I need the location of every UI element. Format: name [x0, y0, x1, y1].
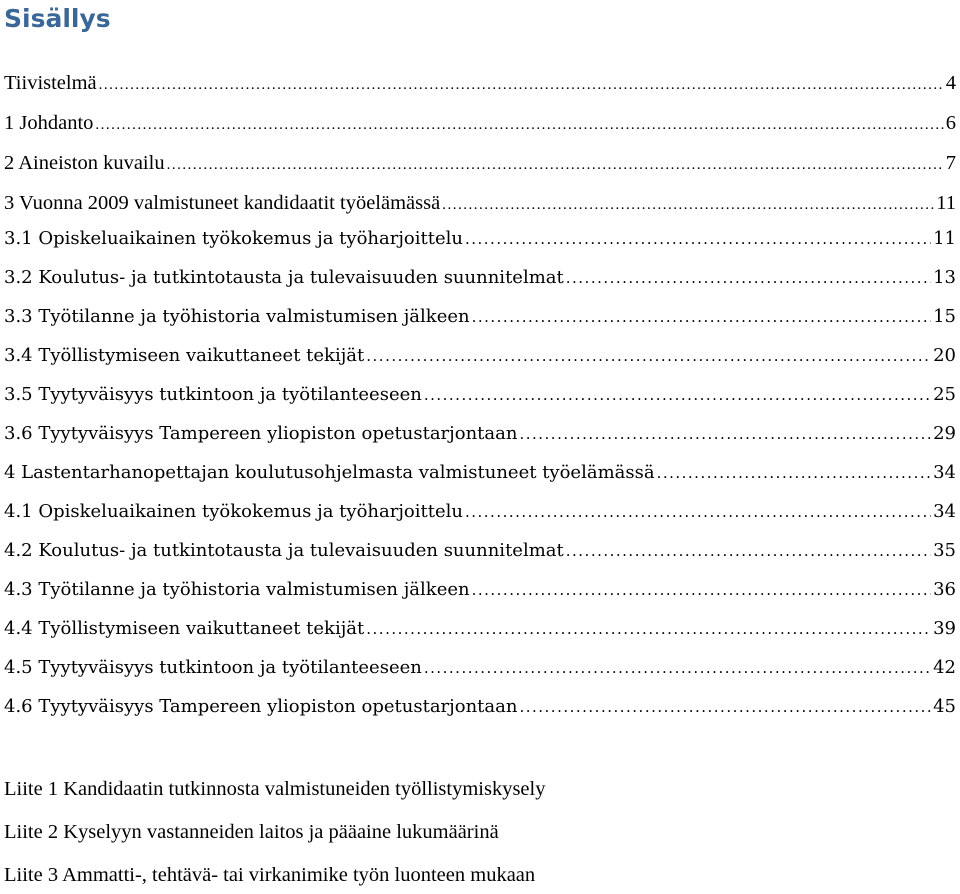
toc-entry[interactable]: [4, 298, 956, 336]
toc-entry-page: 20: [933, 345, 956, 366]
toc-entry[interactable]: [4, 64, 956, 102]
toc-entry[interactable]: [4, 259, 956, 297]
toc-entry-label: 1 Johdanto: [4, 112, 94, 134]
dot-leader: [424, 376, 931, 414]
dot-leader: [366, 337, 931, 375]
toc-entry[interactable]: [4, 337, 956, 375]
toc-entry-label: 4.1 Opiskeluaikainen työkokemus ja työharjoittelu: [4, 501, 463, 522]
appendix-item[interactable]: Liite 3 Ammatti-, tehtävä- tai virkanimike työn luonteen mukaan: [4, 864, 536, 886]
toc-entry[interactable]: [4, 454, 956, 492]
toc-entry-label: 3.4 Työllistymiseen vaikuttaneet tekijät: [4, 345, 365, 366]
toc-entry-page: 42: [933, 657, 956, 678]
toc-entry-page: 36: [933, 579, 956, 600]
toc-entry-page: 11: [933, 228, 956, 249]
toc-entry-page: 7: [945, 152, 956, 174]
dot-leader: [465, 220, 931, 258]
toc-entry[interactable]: [4, 532, 956, 570]
dot-leader: [167, 146, 944, 184]
toc-entry[interactable]: [4, 184, 956, 222]
toc-entry-label: 3 Vuonna 2009 valmistuneet kandidaatit työelämässä: [4, 192, 441, 214]
toc-entry[interactable]: [4, 493, 956, 531]
dot-leader: [472, 571, 932, 609]
toc-entry-page: 13: [933, 267, 956, 288]
toc-entry-label: 2 Aineiston kuvailu: [4, 152, 165, 174]
dot-leader: [99, 66, 944, 104]
toc-entry-label: 4 Lastentarhanopettajan koulutusohjelmasta valmistuneet työelämässä: [4, 462, 655, 483]
toc-entry-page: 39: [933, 618, 956, 639]
page-title: Sisällys: [4, 4, 111, 33]
toc-entry-label: 4.5 Tyytyväisyys tutkintoon ja työtilanteeseen: [4, 657, 422, 678]
toc-entry[interactable]: [4, 571, 956, 609]
toc-entry-page: 34: [933, 462, 956, 483]
toc-entry-page: 15: [933, 306, 956, 327]
toc-entry[interactable]: [4, 220, 956, 258]
dot-leader: [424, 649, 931, 687]
toc-entry-label: 3.2 Koulutus- ja tutkintotausta ja tulevaisuuden suunnitelmat: [4, 267, 564, 288]
toc-entry[interactable]: [4, 415, 956, 453]
toc-entry-label: 4.2 Koulutus- ja tutkintotausta ja tulevaisuuden suunnitelmat: [4, 540, 564, 561]
dot-leader: [519, 688, 931, 726]
dot-leader: [472, 298, 932, 336]
dot-leader: [465, 493, 931, 531]
toc-entry-page: 29: [933, 423, 956, 444]
toc-entry-label: 3.5 Tyytyväisyys tutkintoon ja työtilanteeseen: [4, 384, 422, 405]
toc-entry-label: Tiivistelmä: [4, 72, 97, 94]
toc-entry-page: 34: [933, 501, 956, 522]
toc-entry-page: 6: [945, 112, 956, 134]
toc-entry-page: 4: [945, 72, 956, 94]
toc-entry-label: 3.1 Opiskeluaikainen työkokemus ja työharjoittelu: [4, 228, 463, 249]
toc-entry[interactable]: [4, 376, 956, 414]
dot-leader: [95, 106, 943, 144]
dot-leader: [566, 259, 931, 297]
toc-entry-label: 4.6 Tyytyväisyys Tampereen yliopiston opetustarjontaan: [4, 696, 518, 717]
toc-entry[interactable]: [4, 649, 956, 687]
toc-entry[interactable]: [4, 610, 956, 648]
dot-leader: [566, 532, 931, 570]
toc-entry-label: 3.6 Tyytyväisyys Tampereen yliopiston opetustarjontaan: [4, 423, 518, 444]
toc-entry[interactable]: [4, 104, 956, 142]
toc-entry[interactable]: [4, 144, 956, 182]
toc-entry-label: 4.4 Työllistymiseen vaikuttaneet tekijät: [4, 618, 365, 639]
toc-entry[interactable]: [4, 688, 956, 726]
dot-leader: [366, 610, 931, 648]
toc-entry-page: 35: [933, 540, 956, 561]
appendix-item[interactable]: Liite 1 Kandidaatin tutkinnosta valmistuneiden työllistymiskysely: [4, 778, 546, 800]
toc-entry-page: 45: [933, 696, 956, 717]
toc-entry-label: 4.3 Työtilanne ja työhistoria valmistumisen jälkeen: [4, 579, 470, 600]
toc-entry-label: 3.3 Työtilanne ja työhistoria valmistumisen jälkeen: [4, 306, 470, 327]
dot-leader: [657, 454, 932, 492]
toc-entry-page: 11: [936, 192, 956, 214]
dot-leader: [519, 415, 931, 453]
appendix-item[interactable]: Liite 2 Kyselyyn vastanneiden laitos ja pääaine lukumäärinä: [4, 821, 499, 843]
dot-leader: [442, 186, 934, 224]
toc-entry-page: 25: [933, 384, 956, 405]
